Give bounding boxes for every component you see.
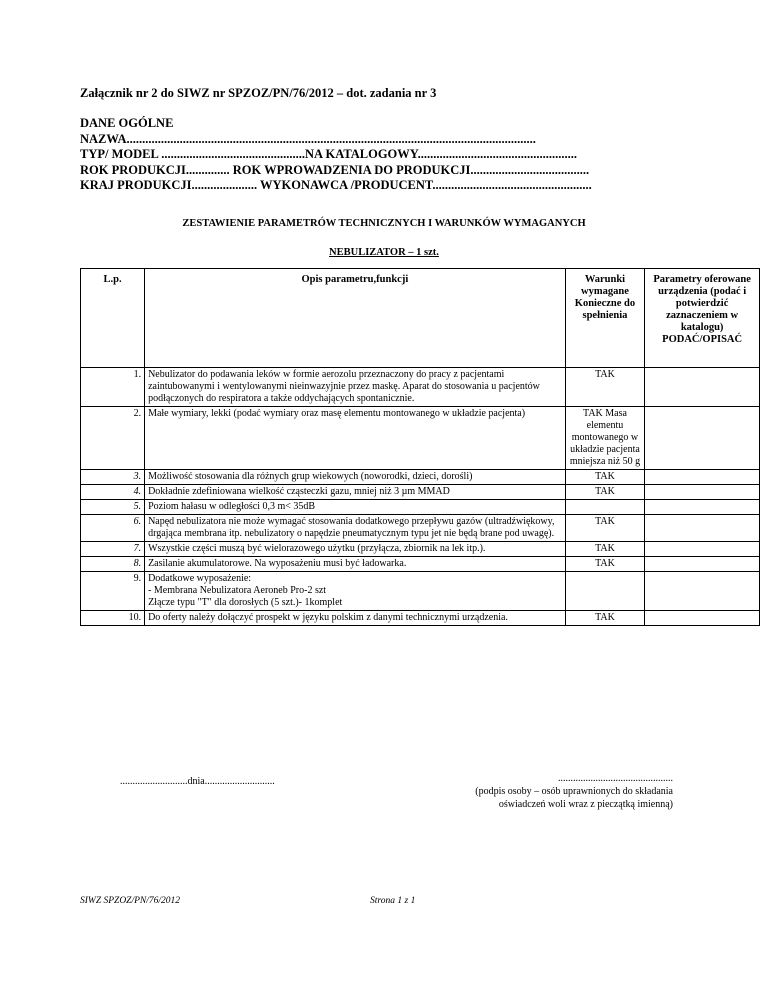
section-subtitle: NEBULIZATOR – 1 szt. (329, 247, 439, 258)
row-number: 8. (81, 557, 145, 572)
col-header-lp: L.p. (81, 269, 145, 368)
row-number: 5. (81, 500, 145, 515)
row-description (145, 572, 566, 611)
table-row (81, 500, 760, 515)
row-offered[interactable] (645, 470, 760, 485)
table-row (81, 572, 760, 611)
footer-doc-id: SIWZ SPZOZ/PN/76/2012 (80, 896, 181, 906)
row-required: TAK (565, 470, 645, 485)
row-description: Poziom hałasu w odległości 0,3 m< 35dB (145, 500, 566, 515)
signature-dots: .............................................. (558, 773, 673, 784)
general-year-line: ROK PRODUKCJI.............. ROK WPROWADZENIA DO PRODUKCJI...................................... (80, 162, 590, 177)
row-offered[interactable] (645, 611, 760, 626)
table-header-row (81, 269, 760, 368)
general-heading: DANE OGÓLNE (80, 116, 174, 130)
general-data-block (80, 116, 592, 194)
row-offered[interactable] (645, 515, 760, 542)
table-row (81, 407, 760, 470)
row-required: TAK Masa elementu montowanego w układzie pacjenta mniejsza niż 50 g (565, 407, 645, 470)
table-row (81, 611, 760, 626)
col-header-offered: Parametry oferowane urządzenia (podać i potwierdzić zaznaczeniem w katalogu) PODAĆ/OPISAĆ (645, 269, 760, 368)
table-row (81, 542, 760, 557)
row-offered[interactable] (645, 572, 760, 611)
row-required: TAK (565, 368, 645, 407)
general-country-line: KRAJ PRODUKCJI..................... WYKONAWCA /PRODUCENT................................................... (80, 178, 592, 192)
row-number: 10. (81, 611, 145, 626)
row-offered[interactable] (645, 485, 760, 500)
row-number: 1. (81, 368, 145, 407)
row-required: TAK (565, 557, 645, 572)
page-separator: z (404, 896, 409, 906)
signature-block (470, 772, 673, 811)
table-row (81, 557, 760, 572)
row-description: Możliwość stosowania dla różnych grup wiekowych (noworodki, dzieci, dorośli) (145, 470, 566, 485)
row-required: TAK (565, 485, 645, 500)
parameters-table (80, 268, 760, 626)
table-row (81, 485, 760, 500)
page-total: 1 (410, 896, 416, 906)
row-number: 2. (81, 407, 145, 470)
row-offered[interactable] (645, 542, 760, 557)
page-current: 1 (397, 896, 403, 906)
row-required: TAK (565, 611, 645, 626)
row-required (565, 500, 645, 515)
general-model-line: TYP/ MODEL ..............................................NA KATALOGOWY................................................... (80, 147, 578, 161)
row-number: 3. (81, 470, 145, 485)
row-description: Zasilanie akumulatorowe. Na wyposażeniu musi być ładowarka. (145, 557, 566, 572)
table-row (81, 368, 760, 407)
general-name-line: NAZWA................................................................................................................................... (80, 131, 536, 146)
row-number: 9. (81, 572, 145, 611)
equipment-item: Złącze typu "T" dla dorosłych (5 szt.)- 1komplet (148, 597, 343, 608)
row-offered[interactable] (645, 557, 760, 572)
row-required (565, 572, 645, 611)
row-description: Małe wymiary, lekki (podać wymiary oraz masę elementu montowanego w układzie pacjenta) (145, 407, 566, 470)
equipment-item: - Membrana Nebulizatora Aeroneb Pro-2 szt (148, 585, 327, 596)
page-label: Strona (370, 896, 395, 906)
row-required: TAK (565, 542, 645, 557)
row-description: Nebulizator do podawania leków w formie aerozolu przeznaczony do pracy z pacjentami zaintubowanymi i wentylowanymi nieinwazyjnie przez maskę. Aparat do stosowania u pacjentów podłączonych do respiratora a także oddychających spontanicznie. (145, 368, 566, 407)
attachment-title: Załącznik nr 2 do SIWZ nr SPZOZ/PN/76/2012 – dot. zadania nr 3 (80, 86, 437, 100)
footer-page-number (370, 896, 415, 906)
table-row (81, 515, 760, 542)
table-row (81, 470, 760, 485)
row-description: Napęd nebulizatora nie może wymagać stosowania dodatkowego przepływu gazów (ultradźwiękowy, drgająca membrana itp. nebulizatory o napędzie pneumatycznym typu jet nie będą brane pod uwagę). (145, 515, 566, 542)
row-required: TAK (565, 515, 645, 542)
row-number: 7. (81, 542, 145, 557)
row-description: Wszystkie części muszą być wielorazowego użytku (przyłącza, zbiornik na lek itp.). (145, 542, 566, 557)
date-line: ...........................dnia............................ (120, 776, 275, 787)
row-description: Do oferty należy dołączyć prospekt w języku polskim z danymi technicznymi urządzenia. (145, 611, 566, 626)
row-number: 6. (81, 515, 145, 542)
row-offered[interactable] (645, 500, 760, 515)
row-description: Dokładnie zdefiniowana wielkość cząsteczki gazu, mniej niż 3 µm MMAD (145, 485, 566, 500)
section-title: ZESTAWIENIE PARAMETRÓW TECHNICZNYCH I WARUNKÓW WYMAGANYCH (182, 218, 586, 229)
equipment-heading: Dodatkowe wyposażenie: (148, 573, 252, 584)
col-header-description: Opis parametru,funkcji (145, 269, 566, 368)
signature-note: (podpis osoby – osób uprawnionych do składania oświadczeń woli wraz z pieczątką imienną) (475, 786, 673, 810)
row-number: 4. (81, 485, 145, 500)
col-header-required: Warunki wymagane Konieczne do spełnienia (565, 269, 645, 368)
row-offered[interactable] (645, 368, 760, 407)
row-offered[interactable] (645, 407, 760, 470)
